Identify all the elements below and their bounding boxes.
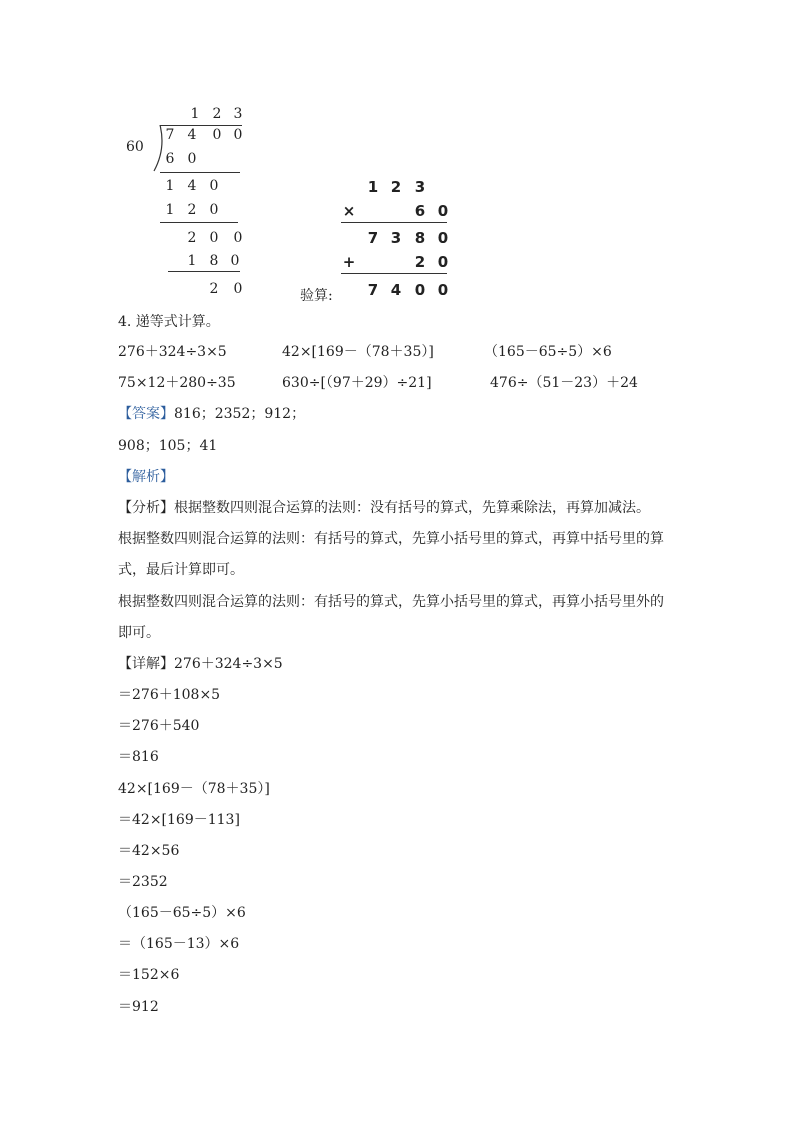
quotient-digit: 3 <box>233 106 243 122</box>
check-result-digit: 0 <box>414 281 426 299</box>
analysis-paragraph-3b: 即可。 <box>118 625 160 641</box>
detail-first-line <box>118 655 283 673</box>
problem: 630÷[（97＋29）÷21] <box>282 375 432 391</box>
detail-line: ＝2352 <box>118 874 168 890</box>
step-digit: 0 <box>209 230 219 246</box>
dividend-digit: 0 <box>233 127 243 143</box>
check-digit: 0 <box>437 229 449 247</box>
check-result-digit: 7 <box>367 281 379 299</box>
quotient-digit: 1 <box>190 106 200 122</box>
answer-line-2: 908；105；41 <box>118 438 218 454</box>
quotient-digit: 2 <box>212 106 222 122</box>
problem: （165－65÷5）×6 <box>484 344 612 360</box>
check-digit: 3 <box>390 229 402 247</box>
check-result-digit: 4 <box>390 281 402 299</box>
detail-line: （165－65÷5）×6 <box>118 905 246 921</box>
detail-line: ＝42×[169－113] <box>118 812 240 828</box>
problem: 276＋324÷3×5 <box>118 344 227 360</box>
check-label: 验算: <box>300 288 333 304</box>
check-digit: 8 <box>414 229 426 247</box>
detail-line: ＝276＋540 <box>118 718 200 734</box>
analysis-paragraph-2a: 根据整数四则混合运算的法则：有括号的算式，先算小括号里的算式，再算中括号里的算 <box>118 531 664 547</box>
detail-tag: 【详解】 <box>118 656 174 672</box>
analysis-tag: 【解析】 <box>118 469 174 485</box>
step-line <box>160 172 240 173</box>
step-digit: 0 <box>209 202 219 218</box>
detail-line: ＝912 <box>118 999 159 1015</box>
detail-line: ＝42×56 <box>118 843 180 859</box>
check-digit: 1 <box>367 178 379 196</box>
detail-line: 276＋324÷3×5 <box>174 656 283 672</box>
step-line <box>168 271 240 272</box>
step-line <box>160 222 238 223</box>
step-digit: 1 <box>187 253 197 269</box>
detail-line: ＝276＋108×5 <box>118 687 221 703</box>
remainder-digit: 2 <box>209 281 219 297</box>
check-digit: 3 <box>414 178 426 196</box>
plus-sign: + <box>342 253 356 271</box>
division-bar <box>160 125 242 126</box>
check-digit: 2 <box>414 253 426 271</box>
step-digit: 0 <box>187 151 197 167</box>
answer-block <box>118 405 305 423</box>
check-line <box>341 222 447 223</box>
check-digit: 7 <box>367 229 379 247</box>
multiply-sign: × <box>342 202 356 220</box>
analysis-paragraph-2b: 式，最后计算即可。 <box>118 562 244 578</box>
check-result-digit: 0 <box>437 281 449 299</box>
fenxi-text: 根据整数四则混合运算的法则：没有括号的算式，先算乘除法，再算加减法。 <box>174 500 650 516</box>
problem: 75×12＋280÷35 <box>118 375 236 391</box>
step-digit: 0 <box>233 230 243 246</box>
check-digit: 6 <box>414 202 426 220</box>
analysis-paragraph-3a: 根据整数四则混合运算的法则：有括号的算式，先算小括号里的算式，再算小括号里外的 <box>118 594 664 610</box>
detail-line: 42×[169－（78＋35）] <box>118 781 270 797</box>
step-digit: 0 <box>230 253 240 269</box>
dividend-digit: 7 <box>165 127 175 143</box>
problem: 42×[169－（78＋35）] <box>282 344 434 360</box>
problem: 476÷（51－23）＋24 <box>490 375 638 391</box>
step-digit: 1 <box>165 178 175 194</box>
check-digit: 2 <box>390 178 402 196</box>
remainder-digit: 0 <box>233 281 243 297</box>
step-digit: 8 <box>209 253 219 269</box>
answer-tag: 【答案】 <box>118 406 174 422</box>
check-line <box>341 273 447 274</box>
divisor: 60 <box>126 139 144 155</box>
dividend-digit: 4 <box>187 127 197 143</box>
analysis-paragraph-1 <box>118 499 650 517</box>
step-digit: 2 <box>187 202 197 218</box>
detail-line: ＝816 <box>118 749 159 765</box>
fenxi-tag: 【分析】 <box>118 500 174 516</box>
detail-line: ＝152×6 <box>118 967 180 983</box>
check-digit: 0 <box>437 202 449 220</box>
step-digit: 4 <box>187 178 197 194</box>
step-digit: 2 <box>187 230 197 246</box>
answer-line-1: 816；2352；912； <box>174 406 306 422</box>
detail-line: ＝（165－13）×6 <box>118 936 240 952</box>
step-digit: 1 <box>165 202 175 218</box>
dividend-digit: 0 <box>212 127 222 143</box>
step-digit: 6 <box>165 151 175 167</box>
step-digit: 0 <box>209 178 219 194</box>
question-title: 4. 递等式计算。 <box>118 314 220 330</box>
check-digit: 0 <box>437 253 449 271</box>
